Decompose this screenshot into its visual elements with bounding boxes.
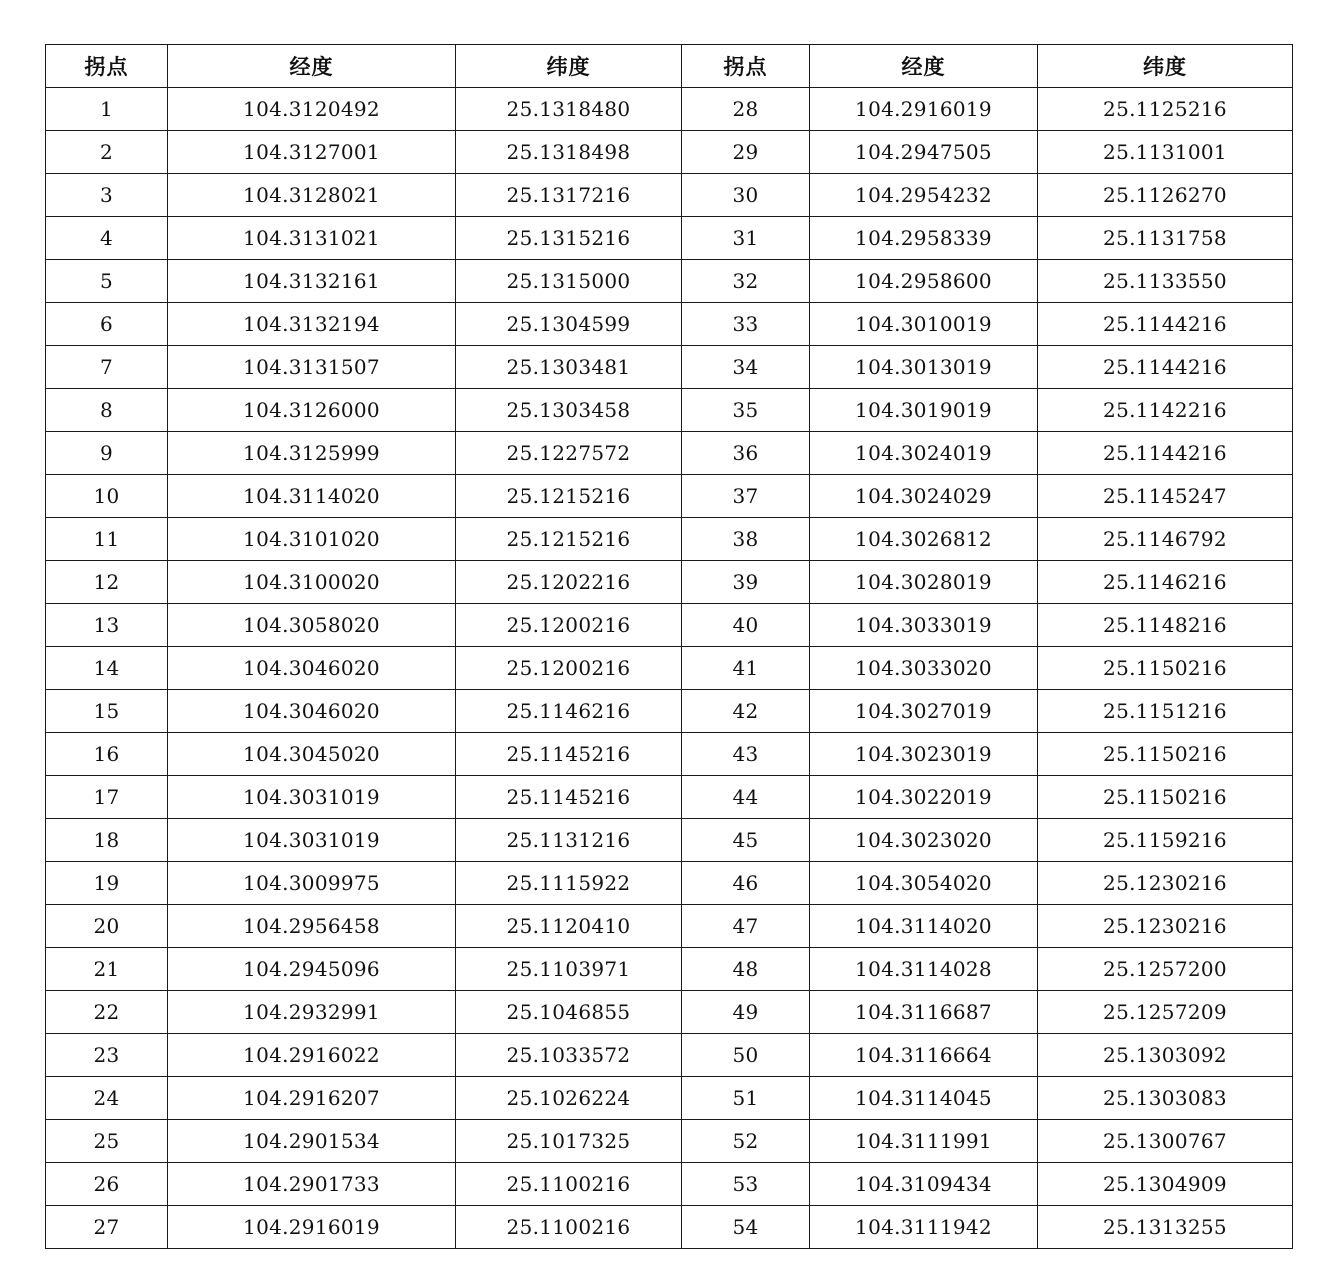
longitude-left: 104.2932991 xyxy=(168,991,456,1034)
longitude-right: 104.3116687 xyxy=(810,991,1038,1034)
point-number-right: 32 xyxy=(682,260,810,303)
point-number-right: 29 xyxy=(682,131,810,174)
point-number-left: 3 xyxy=(46,174,168,217)
longitude-left: 104.3132161 xyxy=(168,260,456,303)
latitude-right: 25.1257200 xyxy=(1038,948,1293,991)
longitude-left: 104.2916022 xyxy=(168,1034,456,1077)
longitude-right: 104.3033020 xyxy=(810,647,1038,690)
table-row xyxy=(46,561,1293,604)
point-number-left: 9 xyxy=(46,432,168,475)
longitude-right: 104.3024029 xyxy=(810,475,1038,518)
point-number-right: 39 xyxy=(682,561,810,604)
latitude-right: 25.1150216 xyxy=(1038,733,1293,776)
latitude-right: 25.1133550 xyxy=(1038,260,1293,303)
longitude-right: 104.3013019 xyxy=(810,346,1038,389)
latitude-left: 25.1103971 xyxy=(456,948,682,991)
point-number-right: 37 xyxy=(682,475,810,518)
header-longitude-right: 经度 xyxy=(810,45,1038,88)
longitude-right: 104.3054020 xyxy=(810,862,1038,905)
longitude-right: 104.2958600 xyxy=(810,260,1038,303)
point-number-right: 31 xyxy=(682,217,810,260)
latitude-left: 25.1115922 xyxy=(456,862,682,905)
latitude-right: 25.1125216 xyxy=(1038,88,1293,131)
latitude-right: 25.1304909 xyxy=(1038,1163,1293,1206)
latitude-left: 25.1202216 xyxy=(456,561,682,604)
table-row xyxy=(46,948,1293,991)
longitude-left: 104.3131507 xyxy=(168,346,456,389)
longitude-left: 104.3101020 xyxy=(168,518,456,561)
table-row xyxy=(46,776,1293,819)
point-number-right: 53 xyxy=(682,1163,810,1206)
longitude-right: 104.2916019 xyxy=(810,88,1038,131)
latitude-right: 25.1303083 xyxy=(1038,1077,1293,1120)
latitude-left: 25.1120410 xyxy=(456,905,682,948)
point-number-left: 1 xyxy=(46,88,168,131)
point-number-left: 18 xyxy=(46,819,168,862)
longitude-right: 104.3010019 xyxy=(810,303,1038,346)
header-point-right: 拐点 xyxy=(682,45,810,88)
table-row xyxy=(46,475,1293,518)
table-row xyxy=(46,1034,1293,1077)
table-row xyxy=(46,1163,1293,1206)
latitude-right: 25.1148216 xyxy=(1038,604,1293,647)
point-number-left: 23 xyxy=(46,1034,168,1077)
longitude-right: 104.3026812 xyxy=(810,518,1038,561)
header-point-left: 拐点 xyxy=(46,45,168,88)
table-row xyxy=(46,1206,1293,1249)
latitude-left: 25.1318480 xyxy=(456,88,682,131)
header-latitude-left: 纬度 xyxy=(456,45,682,88)
point-number-left: 16 xyxy=(46,733,168,776)
table-row xyxy=(46,862,1293,905)
latitude-left: 25.1318498 xyxy=(456,131,682,174)
latitude-left: 25.1215216 xyxy=(456,518,682,561)
table-row xyxy=(46,905,1293,948)
latitude-left: 25.1215216 xyxy=(456,475,682,518)
longitude-left: 104.3132194 xyxy=(168,303,456,346)
table-row xyxy=(46,690,1293,733)
longitude-left: 104.3120492 xyxy=(168,88,456,131)
latitude-left: 25.1145216 xyxy=(456,776,682,819)
latitude-right: 25.1126270 xyxy=(1038,174,1293,217)
longitude-right: 104.3022019 xyxy=(810,776,1038,819)
latitude-left: 25.1315216 xyxy=(456,217,682,260)
latitude-right: 25.1150216 xyxy=(1038,647,1293,690)
point-number-left: 12 xyxy=(46,561,168,604)
point-number-left: 14 xyxy=(46,647,168,690)
latitude-left: 25.1303481 xyxy=(456,346,682,389)
point-number-left: 22 xyxy=(46,991,168,1034)
table-row xyxy=(46,260,1293,303)
longitude-right: 104.3114028 xyxy=(810,948,1038,991)
latitude-right: 25.1142216 xyxy=(1038,389,1293,432)
point-number-right: 50 xyxy=(682,1034,810,1077)
longitude-left: 104.2916207 xyxy=(168,1077,456,1120)
latitude-left: 25.1304599 xyxy=(456,303,682,346)
point-number-left: 25 xyxy=(46,1120,168,1163)
latitude-right: 25.1131758 xyxy=(1038,217,1293,260)
point-number-left: 7 xyxy=(46,346,168,389)
point-number-right: 45 xyxy=(682,819,810,862)
point-number-right: 47 xyxy=(682,905,810,948)
point-number-left: 11 xyxy=(46,518,168,561)
point-number-left: 24 xyxy=(46,1077,168,1120)
latitude-right: 25.1145247 xyxy=(1038,475,1293,518)
latitude-left: 25.1026224 xyxy=(456,1077,682,1120)
point-number-right: 28 xyxy=(682,88,810,131)
longitude-left: 104.3131021 xyxy=(168,217,456,260)
latitude-left: 25.1200216 xyxy=(456,604,682,647)
point-number-left: 15 xyxy=(46,690,168,733)
latitude-right: 25.1313255 xyxy=(1038,1206,1293,1249)
latitude-left: 25.1145216 xyxy=(456,733,682,776)
point-number-right: 41 xyxy=(682,647,810,690)
point-number-left: 21 xyxy=(46,948,168,991)
longitude-left: 104.3128021 xyxy=(168,174,456,217)
table-row xyxy=(46,518,1293,561)
latitude-right: 25.1150216 xyxy=(1038,776,1293,819)
table-row xyxy=(46,217,1293,260)
longitude-left: 104.2916019 xyxy=(168,1206,456,1249)
latitude-left: 25.1315000 xyxy=(456,260,682,303)
longitude-left: 104.2945096 xyxy=(168,948,456,991)
longitude-right: 104.3116664 xyxy=(810,1034,1038,1077)
point-number-left: 17 xyxy=(46,776,168,819)
point-number-right: 38 xyxy=(682,518,810,561)
longitude-left: 104.3126000 xyxy=(168,389,456,432)
coordinate-table-container xyxy=(45,44,1292,1249)
latitude-left: 25.1046855 xyxy=(456,991,682,1034)
latitude-right: 25.1146216 xyxy=(1038,561,1293,604)
coordinate-table xyxy=(45,44,1293,1249)
table-body xyxy=(46,88,1293,1249)
longitude-right: 104.3109434 xyxy=(810,1163,1038,1206)
latitude-left: 25.1100216 xyxy=(456,1206,682,1249)
longitude-right: 104.3023020 xyxy=(810,819,1038,862)
latitude-left: 25.1200216 xyxy=(456,647,682,690)
table-row xyxy=(46,389,1293,432)
longitude-left: 104.3046020 xyxy=(168,690,456,733)
longitude-left: 104.3100020 xyxy=(168,561,456,604)
latitude-left: 25.1146216 xyxy=(456,690,682,733)
point-number-right: 52 xyxy=(682,1120,810,1163)
table-row xyxy=(46,88,1293,131)
latitude-right: 25.1144216 xyxy=(1038,303,1293,346)
point-number-right: 34 xyxy=(682,346,810,389)
point-number-left: 5 xyxy=(46,260,168,303)
latitude-right: 25.1144216 xyxy=(1038,346,1293,389)
longitude-right: 104.2947505 xyxy=(810,131,1038,174)
table-row xyxy=(46,991,1293,1034)
longitude-right: 104.3023019 xyxy=(810,733,1038,776)
latitude-right: 25.1230216 xyxy=(1038,862,1293,905)
point-number-right: 51 xyxy=(682,1077,810,1120)
table-row xyxy=(46,1120,1293,1163)
latitude-left: 25.1227572 xyxy=(456,432,682,475)
point-number-left: 27 xyxy=(46,1206,168,1249)
longitude-right: 104.3024019 xyxy=(810,432,1038,475)
latitude-left: 25.1017325 xyxy=(456,1120,682,1163)
latitude-right: 25.1230216 xyxy=(1038,905,1293,948)
table-row xyxy=(46,303,1293,346)
point-number-left: 20 xyxy=(46,905,168,948)
point-number-left: 2 xyxy=(46,131,168,174)
latitude-right: 25.1151216 xyxy=(1038,690,1293,733)
longitude-left: 104.3125999 xyxy=(168,432,456,475)
latitude-right: 25.1144216 xyxy=(1038,432,1293,475)
latitude-right: 25.1146792 xyxy=(1038,518,1293,561)
point-number-right: 44 xyxy=(682,776,810,819)
latitude-right: 25.1300767 xyxy=(1038,1120,1293,1163)
table-row xyxy=(46,346,1293,389)
point-number-right: 49 xyxy=(682,991,810,1034)
point-number-right: 42 xyxy=(682,690,810,733)
table-row xyxy=(46,647,1293,690)
longitude-left: 104.3114020 xyxy=(168,475,456,518)
latitude-left: 25.1033572 xyxy=(456,1034,682,1077)
point-number-right: 33 xyxy=(682,303,810,346)
point-number-left: 6 xyxy=(46,303,168,346)
latitude-right: 25.1257209 xyxy=(1038,991,1293,1034)
longitude-left: 104.3031019 xyxy=(168,776,456,819)
table-row xyxy=(46,131,1293,174)
point-number-right: 48 xyxy=(682,948,810,991)
longitude-left: 104.2901534 xyxy=(168,1120,456,1163)
longitude-right: 104.2958339 xyxy=(810,217,1038,260)
table-row xyxy=(46,733,1293,776)
point-number-right: 43 xyxy=(682,733,810,776)
point-number-right: 30 xyxy=(682,174,810,217)
longitude-right: 104.3114020 xyxy=(810,905,1038,948)
point-number-right: 54 xyxy=(682,1206,810,1249)
point-number-right: 46 xyxy=(682,862,810,905)
table-row xyxy=(46,174,1293,217)
table-row xyxy=(46,819,1293,862)
longitude-right: 104.3111942 xyxy=(810,1206,1038,1249)
longitude-right: 104.3027019 xyxy=(810,690,1038,733)
longitude-right: 104.3028019 xyxy=(810,561,1038,604)
header-longitude-left: 经度 xyxy=(168,45,456,88)
point-number-left: 10 xyxy=(46,475,168,518)
point-number-right: 36 xyxy=(682,432,810,475)
longitude-right: 104.3033019 xyxy=(810,604,1038,647)
latitude-right: 25.1303092 xyxy=(1038,1034,1293,1077)
point-number-right: 40 xyxy=(682,604,810,647)
table-header-row xyxy=(46,45,1293,88)
point-number-left: 8 xyxy=(46,389,168,432)
longitude-left: 104.3031019 xyxy=(168,819,456,862)
point-number-left: 26 xyxy=(46,1163,168,1206)
longitude-left: 104.3127001 xyxy=(168,131,456,174)
point-number-left: 19 xyxy=(46,862,168,905)
longitude-right: 104.3114045 xyxy=(810,1077,1038,1120)
longitude-left: 104.2901733 xyxy=(168,1163,456,1206)
latitude-left: 25.1100216 xyxy=(456,1163,682,1206)
longitude-left: 104.3046020 xyxy=(168,647,456,690)
latitude-right: 25.1159216 xyxy=(1038,819,1293,862)
point-number-left: 4 xyxy=(46,217,168,260)
longitude-left: 104.3058020 xyxy=(168,604,456,647)
longitude-left: 104.3045020 xyxy=(168,733,456,776)
latitude-left: 25.1303458 xyxy=(456,389,682,432)
point-number-left: 13 xyxy=(46,604,168,647)
longitude-left: 104.2956458 xyxy=(168,905,456,948)
table-row xyxy=(46,604,1293,647)
table-row xyxy=(46,1077,1293,1120)
point-number-right: 35 xyxy=(682,389,810,432)
longitude-left: 104.3009975 xyxy=(168,862,456,905)
longitude-right: 104.3111991 xyxy=(810,1120,1038,1163)
latitude-left: 25.1131216 xyxy=(456,819,682,862)
latitude-right: 25.1131001 xyxy=(1038,131,1293,174)
longitude-right: 104.3019019 xyxy=(810,389,1038,432)
table-row xyxy=(46,432,1293,475)
longitude-right: 104.2954232 xyxy=(810,174,1038,217)
header-latitude-right: 纬度 xyxy=(1038,45,1293,88)
latitude-left: 25.1317216 xyxy=(456,174,682,217)
